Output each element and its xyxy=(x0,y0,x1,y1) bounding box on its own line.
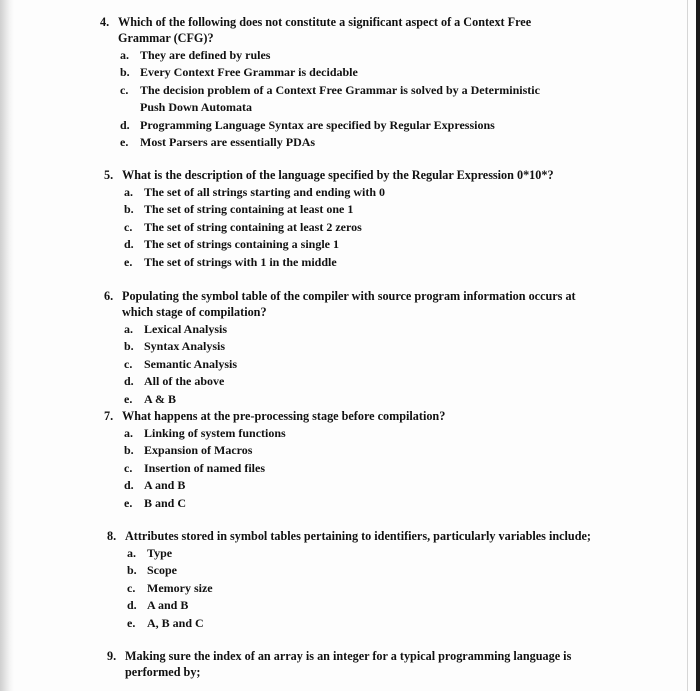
option-text: Every Context Free Grammar is decidable xyxy=(140,65,358,80)
option-d xyxy=(107,597,647,614)
option-c xyxy=(100,82,620,99)
question-text-cont: which stage of compilation? xyxy=(122,305,267,319)
option-letter: c. xyxy=(120,82,129,97)
option-a xyxy=(104,184,624,201)
question-number: 6. xyxy=(104,289,114,303)
question-text-cont: Grammar (CFG)? xyxy=(118,31,214,45)
option-list xyxy=(100,47,620,151)
option-text: Insertion of named files xyxy=(144,460,265,475)
option-letter: e. xyxy=(120,135,129,150)
page-right-line xyxy=(687,0,688,691)
option-text: A, B and C xyxy=(147,615,204,630)
option-d xyxy=(104,373,624,390)
option-list xyxy=(104,184,624,271)
option-text: A and B xyxy=(147,598,189,613)
option-letter: b. xyxy=(124,202,134,217)
question-text: Making sure the index of an array is an integer for a typical programming language is xyxy=(125,649,572,663)
option-letter: c. xyxy=(127,580,136,595)
question-7 xyxy=(104,408,624,512)
option-letter: c. xyxy=(124,219,133,234)
option-letter: e. xyxy=(124,391,133,406)
option-a xyxy=(104,321,624,338)
option-letter: d. xyxy=(127,598,137,613)
option-letter: e. xyxy=(124,254,133,269)
question-9 xyxy=(107,648,627,680)
option-letter: c. xyxy=(124,356,133,371)
option-c xyxy=(107,580,647,597)
option-d xyxy=(104,236,624,253)
option-text: Memory size xyxy=(147,580,213,595)
option-text: Semantic Analysis xyxy=(144,356,238,371)
question-text-cont: performed by; xyxy=(125,665,201,679)
option-letter: b. xyxy=(120,65,130,80)
option-text: Lexical Analysis xyxy=(144,322,228,336)
option-text: Syntax Analysis xyxy=(144,339,226,354)
option-a xyxy=(104,425,624,442)
page-left-shadow xyxy=(0,0,14,691)
option-letter: a. xyxy=(124,185,133,199)
option-text: A & B xyxy=(144,391,177,406)
option-e xyxy=(104,254,624,271)
option-e xyxy=(107,615,647,632)
option-letter: b. xyxy=(124,443,134,458)
option-text: The set of strings with 1 in the middle xyxy=(144,254,337,269)
option-letter: a. xyxy=(127,546,136,560)
option-b xyxy=(104,442,624,459)
option-letter: c. xyxy=(124,460,133,475)
question-5 xyxy=(104,167,624,271)
option-letter: b. xyxy=(124,339,134,354)
option-text: Scope xyxy=(147,563,177,578)
question-number: 4. xyxy=(100,15,110,29)
option-text-cont: Push Down Automata xyxy=(140,100,253,115)
option-text: The set of string containing at least one 1 xyxy=(144,202,354,217)
option-letter: a. xyxy=(120,48,129,62)
option-c-cont xyxy=(100,99,620,116)
option-list xyxy=(104,425,624,512)
option-d xyxy=(100,117,620,134)
option-text: Most Parsers are essentially PDAs xyxy=(140,135,316,150)
option-letter: b. xyxy=(127,563,137,578)
option-text: All of the above xyxy=(144,374,225,389)
option-c xyxy=(104,219,624,236)
question-4 xyxy=(100,14,620,151)
option-b xyxy=(104,338,624,355)
option-d xyxy=(104,477,624,494)
option-text: The decision problem of a Context Free Grammar is solved by a Deterministic xyxy=(140,82,540,97)
option-text: Type xyxy=(147,546,173,560)
question-text: What is the description of the language specified by the Regular Expression 0*10*? xyxy=(122,168,554,182)
option-b xyxy=(107,562,647,579)
option-text: Expansion of Macros xyxy=(144,443,253,458)
page-right-edge xyxy=(696,0,700,691)
question-8 xyxy=(107,528,647,632)
option-e xyxy=(100,134,620,151)
option-e xyxy=(104,391,624,408)
option-text: Linking of system functions xyxy=(144,426,286,440)
option-b xyxy=(104,201,624,218)
question-text: What happens at the pre-processing stage before compilation? xyxy=(122,409,446,423)
option-text: A and B xyxy=(144,478,186,493)
option-letter: d. xyxy=(120,117,130,132)
question-number: 8. xyxy=(107,529,117,543)
option-letter: d. xyxy=(124,374,134,389)
question-text: Populating the symbol table of the compiler with source program information occurs at xyxy=(122,289,576,303)
option-letter: e. xyxy=(127,615,136,630)
option-list xyxy=(107,545,647,632)
option-text: The set of all strings starting and ending with 0 xyxy=(144,185,386,199)
option-letter: a. xyxy=(124,426,133,440)
question-6 xyxy=(104,288,624,408)
question-text: Which of the following does not constitute a significant aspect of a Context Free xyxy=(118,15,532,29)
option-text: They are defined by rules xyxy=(140,48,271,62)
option-a xyxy=(107,545,647,562)
option-b xyxy=(100,64,620,81)
option-letter: d. xyxy=(124,237,134,252)
option-c xyxy=(104,460,624,477)
option-letter: a. xyxy=(124,322,133,336)
option-text: Programming Language Syntax are specified by Regular Expressions xyxy=(140,117,495,132)
option-a xyxy=(100,47,620,64)
option-letter: e. xyxy=(124,495,133,510)
option-text: The set of string containing at least 2 zeros xyxy=(144,219,362,234)
question-number: 7. xyxy=(104,409,114,423)
option-letter: d. xyxy=(124,478,134,493)
question-text: Attributes stored in symbol tables pertaining to identifiers, particularly variables include; xyxy=(125,529,591,543)
option-list xyxy=(104,321,624,408)
option-e xyxy=(104,495,624,512)
question-number: 5. xyxy=(104,168,114,182)
option-text: The set of strings containing a single 1 xyxy=(144,237,340,252)
question-number: 9. xyxy=(107,649,117,663)
option-text: B and C xyxy=(144,495,187,510)
option-c xyxy=(104,356,624,373)
